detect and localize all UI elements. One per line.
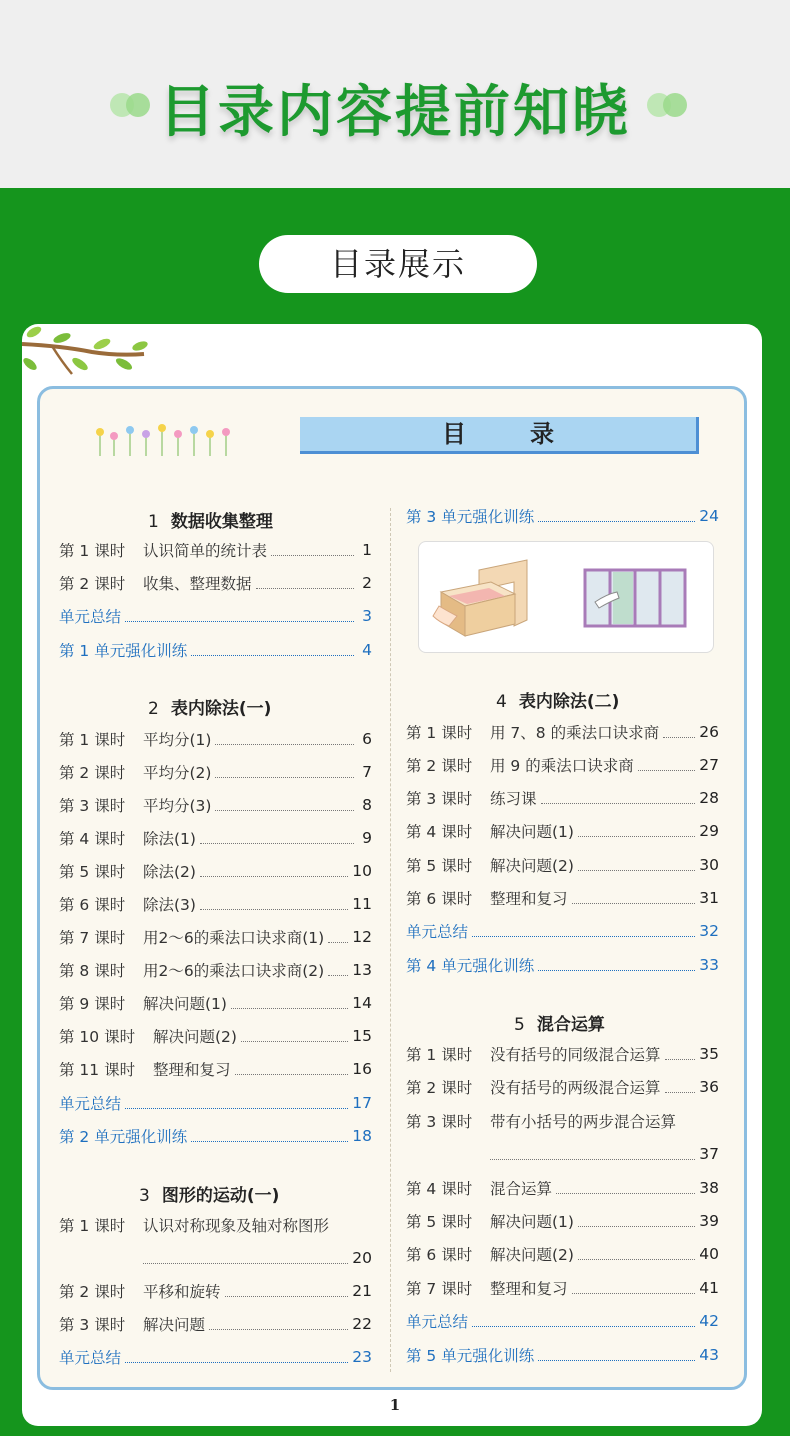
toc-row-summary[interactable]: 单元总结 17 (59, 1094, 372, 1113)
toc-row[interactable]: 第 8 课时 用2～6的乘法口诀求商(2) 13 (59, 961, 372, 980)
toc-row[interactable]: 第 2 课时 平均分(2) 7 (59, 763, 372, 782)
toc-row[interactable]: 第 2 课时 没有括号的两级混合运算 36 (406, 1078, 719, 1097)
toc-row[interactable]: 第 1 课时 用 7、8 的乘法口诀求商 26 (406, 723, 719, 742)
toc-row[interactable]: 第 1 课时 认识简单的统计表 1 (59, 541, 372, 560)
section-title: 1 数据收集整理 (148, 512, 273, 532)
page-headline: 目录内容提前知晓 (159, 80, 631, 145)
section-title: 4 表内除法(二) (496, 692, 620, 712)
toc-row-training[interactable]: 第 4 单元强化训练 33 (406, 956, 719, 975)
toc-row[interactable]: 第 7 课时 用2～6的乘法口诀求商(1) 12 (59, 928, 372, 947)
toc-row[interactable]: 第 4 课时 除法(1) 9 (59, 829, 372, 848)
column-divider (390, 508, 392, 1372)
toc-row[interactable]: 第 6 课时 整理和复习 31 (406, 889, 719, 908)
toc-row[interactable]: 第 7 课时 整理和复习 41 (406, 1279, 719, 1298)
toc-row-training[interactable]: 第 5 单元强化训练 43 (406, 1346, 719, 1365)
toc-row[interactable]: 第 2 课时 用 9 的乘法口诀求商 27 (406, 756, 719, 775)
toc-row[interactable]: 第 3 课时 平均分(3) 8 (59, 796, 372, 815)
toc-row[interactable]: 第 5 课时 解决问题(2) 30 (406, 856, 719, 875)
toc-row[interactable]: 第 1 课时 平均分(1) 6 (59, 730, 372, 749)
toc-row[interactable]: 第 6 课时 除法(3) 11 (59, 895, 372, 914)
toc-row-summary[interactable]: 单元总结 3 (59, 607, 372, 626)
section-title: 2 表内除法(一) (148, 699, 272, 719)
drawer-window-image (419, 542, 713, 652)
toc-row-summary[interactable]: 单元总结 42 (406, 1312, 719, 1331)
toc-row[interactable]: 第 11 课时 整理和复习 16 (59, 1060, 372, 1079)
toc-row[interactable]: 第 1 课时 认识对称现象及轴对称图形 (59, 1217, 330, 1235)
toc-row[interactable]: 第 3 课时 解决问题 22 (59, 1315, 372, 1334)
section-pill-label: 目录展示 (259, 235, 537, 293)
toc-row-training[interactable]: 第 2 单元强化训练 18 (59, 1127, 372, 1146)
page-number: 1 (389, 1396, 401, 1414)
toc-row-summary[interactable]: 单元总结 23 (59, 1348, 372, 1367)
toc-row[interactable]: 第 10 课时 解决问题(2) 15 (59, 1027, 372, 1046)
toc-row[interactable]: 第 4 课时 混合运算 38 (406, 1179, 719, 1198)
toc-row[interactable]: 第 9 课时 解决问题(1) 14 (59, 994, 372, 1013)
section-title: 3 图形的运动(一) (139, 1186, 280, 1206)
toc-row[interactable]: 第 2 课时 收集、整理数据 2 (59, 574, 372, 593)
illustration-drawer-window (418, 541, 714, 653)
toc-row-continued[interactable]: 20 (143, 1247, 372, 1269)
toc-row[interactable]: 第 2 课时 平移和旋转 21 (59, 1282, 372, 1301)
section-title: 5 混合运算 (514, 1015, 605, 1035)
toc-row[interactable]: 第 1 课时 没有括号的同级混合运算 35 (406, 1045, 719, 1064)
toc-row[interactable]: 第 3 课时 练习课 28 (406, 789, 719, 808)
toc-row[interactable]: 第 5 课时 解决问题(1) 39 (406, 1212, 719, 1231)
toc-row-training[interactable]: 第 1 单元强化训练 4 (59, 641, 372, 660)
toc-title: 目 录 (300, 417, 699, 454)
toc-row-summary[interactable]: 单元总结 32 (406, 922, 719, 941)
flowers-icon (92, 418, 242, 460)
branch-icon (22, 324, 152, 384)
toc-row[interactable]: 第 3 课时 带有小括号的两步混合运算 (406, 1113, 677, 1131)
toc-row-training[interactable]: 第 3 单元强化训练 24 (406, 507, 719, 526)
toc-row[interactable]: 第 4 课时 解决问题(1) 29 (406, 822, 719, 841)
toc-row[interactable]: 第 5 课时 除法(2) 10 (59, 862, 372, 881)
toc-row-continued[interactable]: 37 (490, 1143, 719, 1165)
toc-row[interactable]: 第 6 课时 解决问题(2) 40 (406, 1245, 719, 1264)
